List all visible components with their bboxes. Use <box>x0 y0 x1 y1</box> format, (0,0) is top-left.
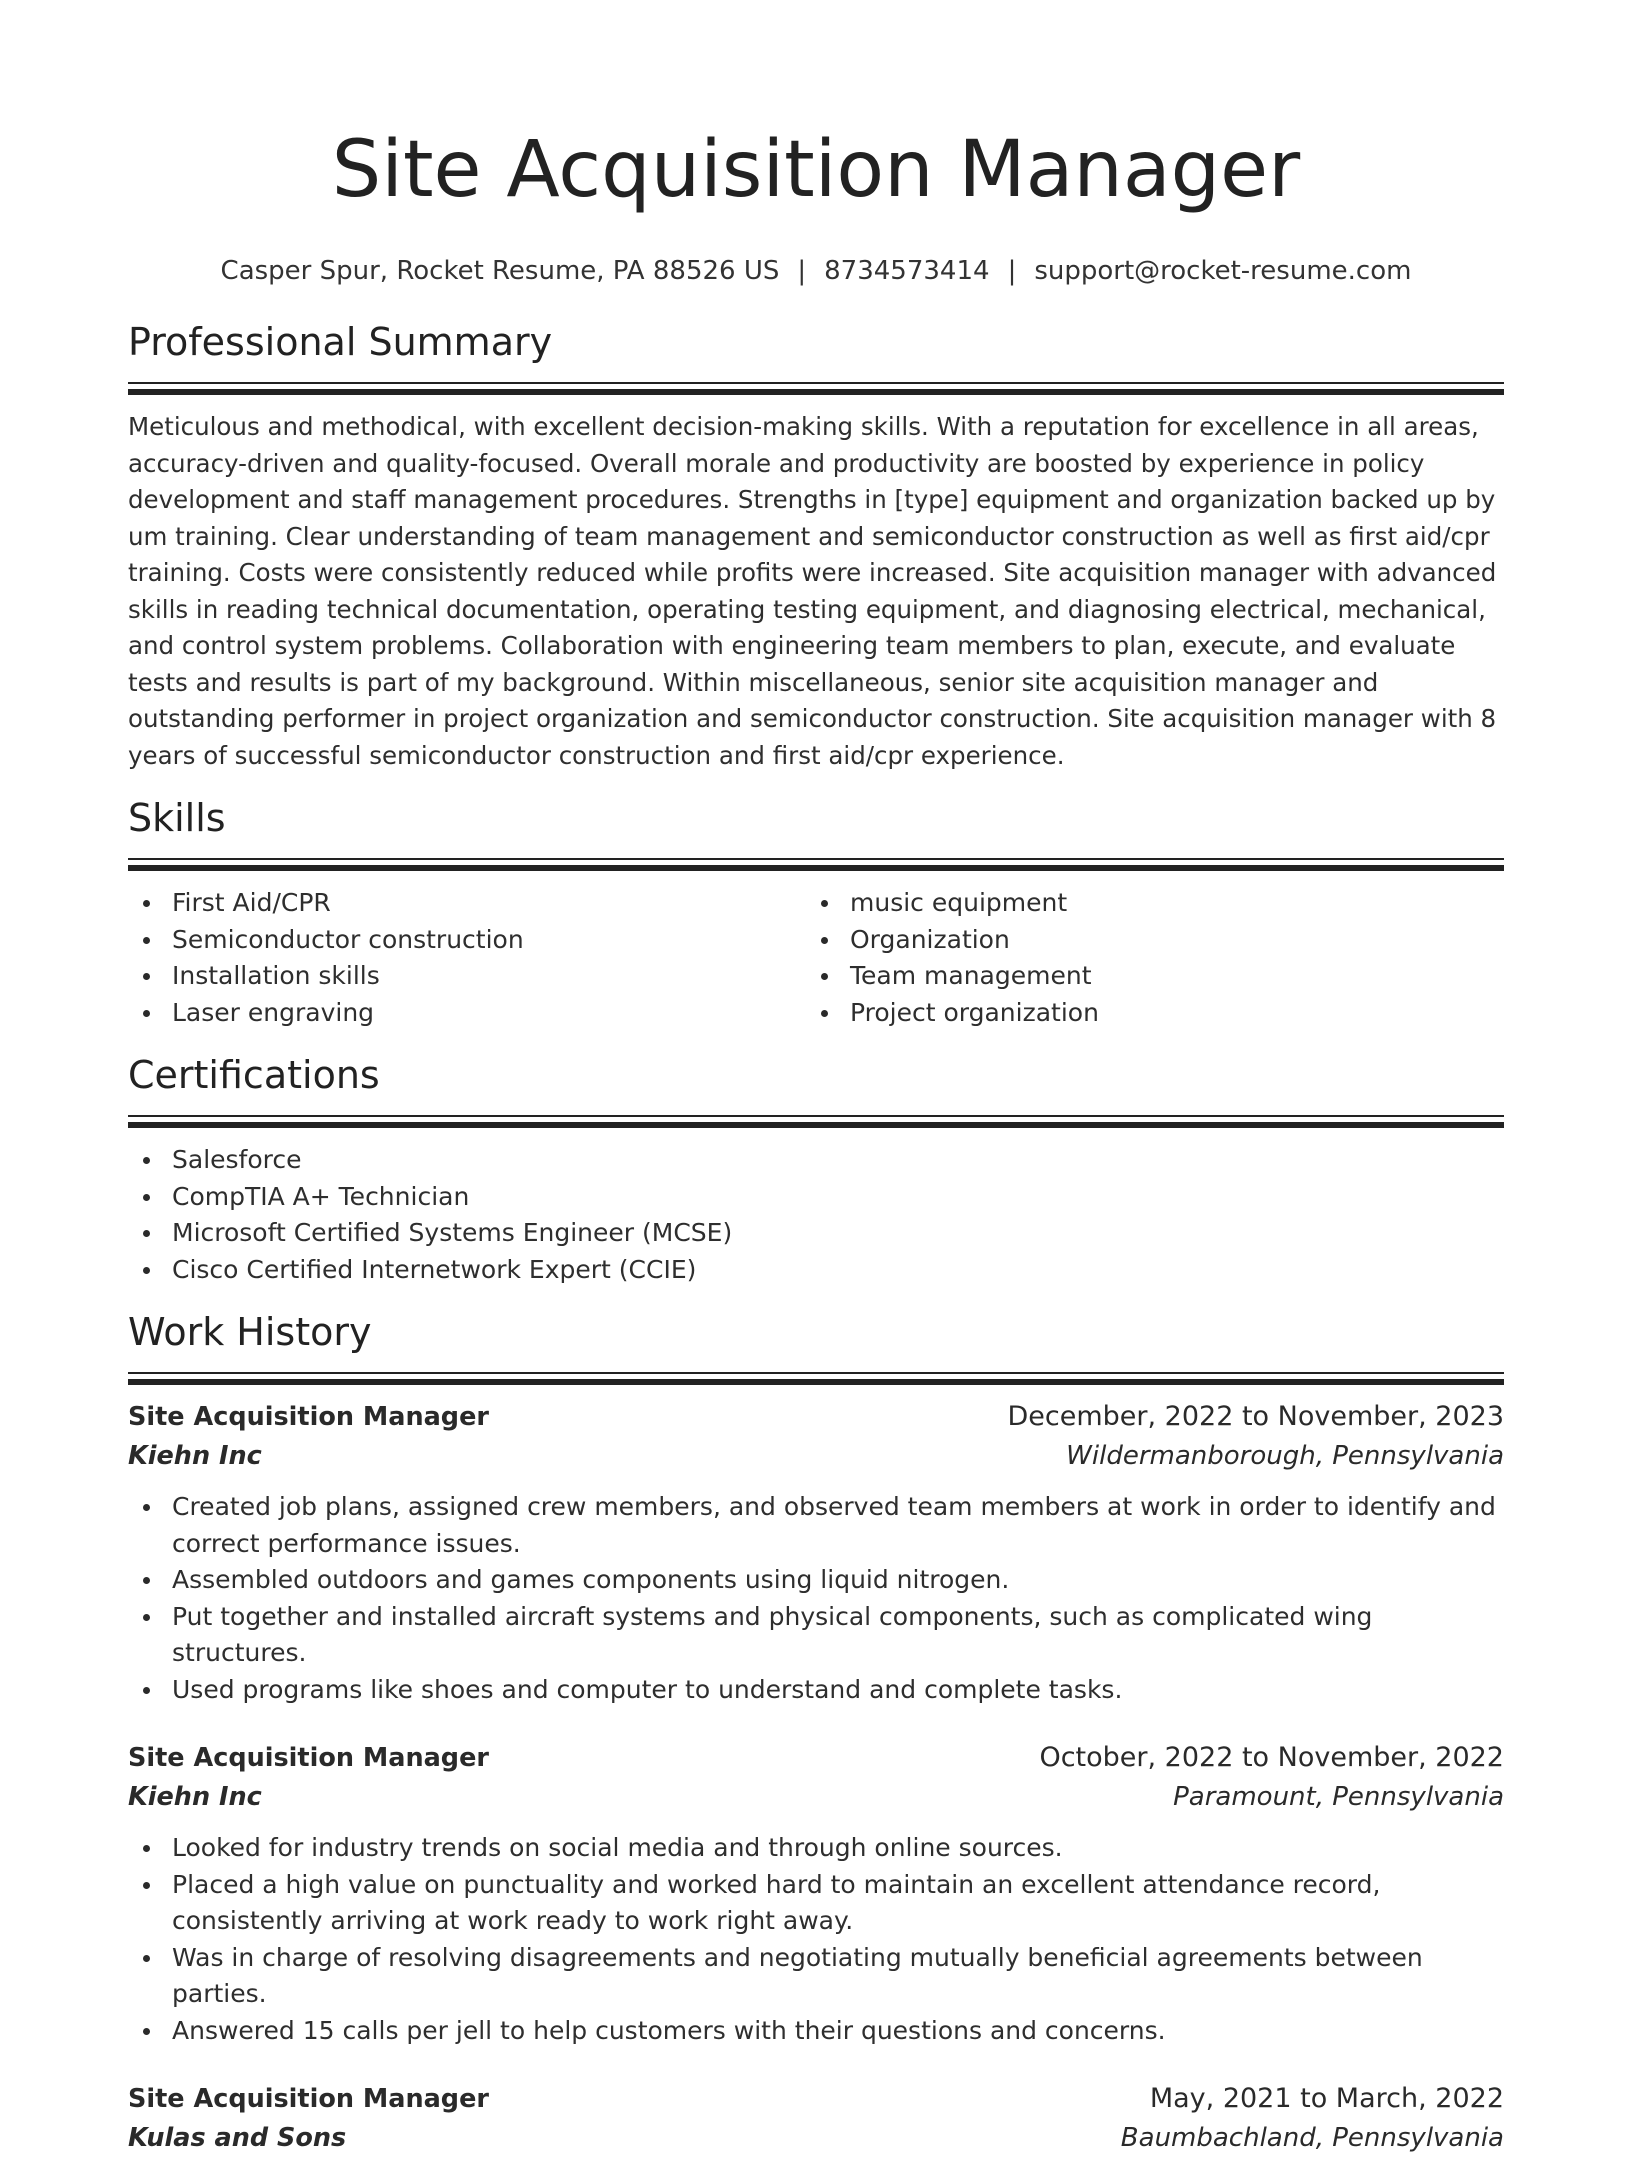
job-entry <box>128 2079 1504 2157</box>
section-rule <box>128 1115 1504 1128</box>
skills-section <box>128 794 1504 1031</box>
summary-section <box>128 318 1504 774</box>
job-title: Site Acquisition Manager <box>128 1743 489 1773</box>
certification-item: Microsoft Certified Systems Engineer (MCSE) <box>128 1215 1504 1252</box>
certification-item: Cisco Certified Internetwork Expert (CCIE) <box>128 1252 1504 1289</box>
job-header <box>128 1397 1504 1437</box>
job-header <box>128 1738 1504 1778</box>
job-subheader <box>128 1778 1504 1816</box>
contact-separator: | <box>797 256 807 286</box>
job-location: Baumbachland, Pennsylvania <box>1120 2123 1504 2153</box>
certifications-list <box>128 1142 1504 1288</box>
certifications-section <box>128 1051 1504 1288</box>
section-title-certifications: Certifications <box>128 1053 380 1097</box>
skill-item: Installation skills <box>128 958 806 995</box>
certification-item: Salesforce <box>128 1142 1504 1179</box>
job-bullet: Answered 15 calls per jell to help customers with their questions and concerns. <box>128 2013 1504 2050</box>
skills-list-left <box>128 885 806 1031</box>
section-title-summary: Professional Summary <box>128 320 553 364</box>
job-bullet: Was in charge of resolving disagreements and negotiating mutually beneficial agreements between parties. <box>128 1940 1504 2013</box>
summary-text: Meticulous and methodical, with excellent decision-making skills. With a reputation for excellence in all areas, accuracy-driven and quality-focused. Overall morale and productivity are boosted by experience in policy development and staff management procedures. Strengths in [type] equipment and organization backed up by um training. Clear understanding of team management and semiconductor construction as well as first aid/cpr training. Costs were consistently reduced while profits were increased. Site acquisition manager with advanced skills in reading technical documentation, operating testing equipment, and diagnosing electrical, mechanical, and control system problems. Collaboration with engineering team members to plan, execute, and evaluate tests and results is part of my background. Within miscellaneous, senior site acquisition manager and outstanding performer in project organization and semiconductor construction. Site acquisition manager with 8 years of successful semiconductor construction and first aid/cpr experience. <box>128 412 1497 770</box>
contact-email: support@rocket-resume.com <box>1034 256 1412 286</box>
job-company: Kiehn Inc <box>128 1441 262 1471</box>
job-bullet: Created job plans, assigned crew members, and observed team members at work in order to identify and correct performance issues. <box>128 1489 1504 1562</box>
job-header <box>128 2079 1504 2119</box>
job-title: Site Acquisition Manager <box>128 2084 489 2114</box>
job-entry <box>128 1397 1504 1708</box>
skill-item: Team management <box>806 958 1484 995</box>
job-location: Paramount, Pennsylvania <box>1173 1782 1504 1812</box>
contact-line <box>128 254 1504 288</box>
job-dates: October, 2022 to November, 2022 <box>1039 1742 1504 1773</box>
skill-item: music equipment <box>806 885 1484 922</box>
job-bullet: Used programs like shoes and computer to understand and complete tasks. <box>128 1672 1504 1709</box>
job-location: Wildermanborough, Pennsylvania <box>1066 1441 1504 1471</box>
skill-item: Laser engraving <box>128 995 806 1032</box>
section-title-skills: Skills <box>128 796 226 840</box>
job-company: Kiehn Inc <box>128 1782 262 1812</box>
job-subheader <box>128 1437 1504 1475</box>
skills-list-right <box>806 885 1484 1031</box>
job-subheader <box>128 2119 1504 2157</box>
resume-page <box>128 0 1504 2157</box>
job-bullet: Assembled outdoors and games components using liquid nitrogen. <box>128 1562 1504 1599</box>
section-rule <box>128 382 1504 395</box>
skill-item: Organization <box>806 922 1484 959</box>
section-rule <box>128 858 1504 871</box>
section-rule <box>128 1372 1504 1385</box>
skill-item: First Aid/CPR <box>128 885 806 922</box>
job-bullets <box>128 1489 1504 1708</box>
job-dates: December, 2022 to November, 2023 <box>1007 1401 1504 1432</box>
section-title-work-history: Work History <box>128 1310 372 1354</box>
job-entry <box>128 1738 1504 2049</box>
job-title: Site Acquisition Manager <box>128 1402 489 1432</box>
job-bullet: Placed a high value on punctuality and worked hard to maintain an excellent attendance record, consistently arriving at work ready to work right away. <box>128 1867 1504 1940</box>
skill-item: Semiconductor construction <box>128 922 806 959</box>
job-dates: May, 2021 to March, 2022 <box>1149 2083 1504 2114</box>
job-bullet: Looked for industry trends on social media and through online sources. <box>128 1830 1504 1867</box>
contact-separator: | <box>1007 256 1017 286</box>
contact-phone: 8734573414 <box>824 256 990 286</box>
work-history-section <box>128 1308 1504 2157</box>
contact-address: Casper Spur, Rocket Resume, PA 88526 US <box>220 256 780 286</box>
certification-item: CompTIA A+ Technician <box>128 1179 1504 1216</box>
skills-grid <box>128 885 1504 1031</box>
job-bullets <box>128 1830 1504 2049</box>
job-company: Kulas and Sons <box>128 2123 347 2153</box>
job-bullet: Put together and installed aircraft systems and physical components, such as complicated wing structures. <box>128 1599 1504 1672</box>
skill-item: Project organization <box>806 995 1484 1032</box>
resume-title: Site Acquisition Manager <box>331 125 1301 215</box>
